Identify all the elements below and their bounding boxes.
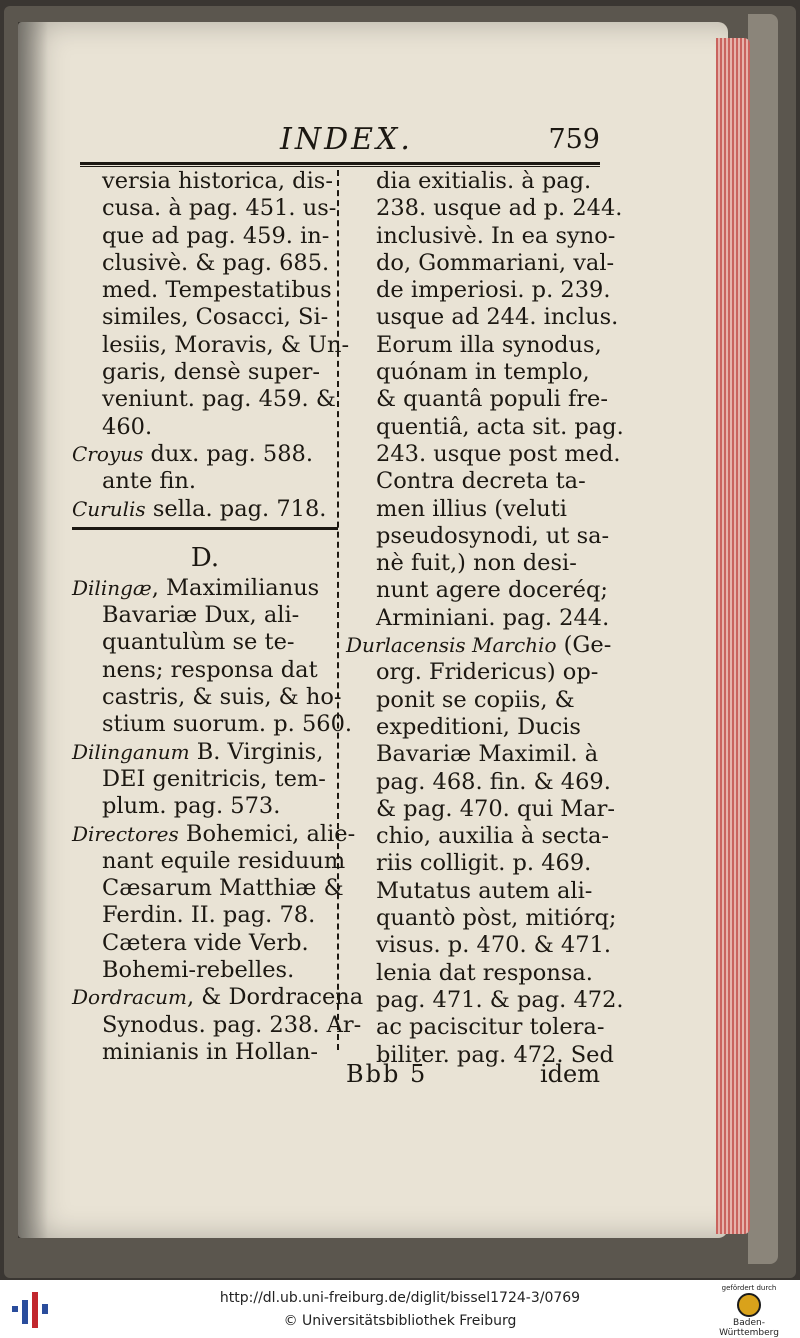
index-line [72,496,338,523]
index-headword: Curulis [72,496,146,521]
index-line [346,687,606,714]
index-text: Bohemici, alie- [178,820,356,847]
index-line [72,575,338,602]
index-text: Synodus. pag. 238. Ar- [102,1011,362,1038]
index-line [346,878,606,905]
index-text: veniunt. pag. 459. & [102,386,336,413]
index-line [346,496,606,523]
index-line [72,739,338,766]
index-line [346,277,611,304]
index-line [72,629,338,656]
index-text: usque ad 244. inclus. [376,304,619,331]
index-line [346,222,616,250]
index-headword: Directores [72,821,179,846]
index-line [72,602,338,629]
index-line [346,577,606,604]
index-line [346,522,610,550]
index-line [346,168,606,195]
index-line [346,632,612,659]
viewer-footer [0,1280,800,1338]
index-line [72,766,338,793]
index-text: Contra decreta ta- [376,468,586,495]
index-text: nè fuit,) non desi- [376,550,577,577]
index-text: pag. 468. fin. & 469. [376,768,611,795]
index-line [346,823,609,850]
index-text: Bavariæ Dux, ali- [102,602,300,629]
page-gutter-shadow [18,22,48,1238]
index-line [72,331,350,359]
sponsor-caption: gefördert durch [721,1284,777,1292]
copyright-text: © Universitätsbibliothek Freiburg [283,1313,517,1329]
index-text: inclusivè. In ea syno- [376,222,616,249]
index-line [72,793,338,820]
index-text: Bohemi-rebelles. [102,957,295,984]
catchword: idem [540,1060,600,1088]
index-text: Mutatus autem ali- [376,877,593,904]
index-text: garis, densè super- [102,359,320,386]
index-text: lesiis, Moravis, & Un- [102,331,350,358]
index-line [346,195,623,222]
index-line [72,195,338,222]
index-text: 460. [102,413,153,440]
index-line [346,932,612,959]
index-line [72,930,338,957]
index-text: sella. pag. 718. [145,495,327,522]
index-text: visus. p. 470. & 471. [376,932,612,959]
page-number: 759 [548,124,600,155]
index-line [72,984,364,1011]
index-line [72,223,338,250]
index-line [346,468,606,495]
index-text: 238. usque ad p. 244. [376,195,623,222]
index-text: clusivè. & pag. 685. [102,249,330,276]
index-line [346,714,606,741]
index-text: do, Gommariani, val- [376,249,615,276]
index-line [346,850,606,877]
index-text: quónam in templo, [376,359,590,386]
index-line [346,386,606,413]
index-line [72,359,338,386]
index-text: quantulùm se te- [102,629,295,656]
index-text: chio, auxilia à secta- [376,823,609,850]
index-line [72,657,338,684]
index-text: Arminiani. pag. 244. [376,604,610,631]
index-line [346,550,606,577]
index-line [346,440,621,468]
index-headword: Durlacensis Marchio [346,633,557,658]
sponsor-logo [712,1284,786,1338]
index-text: DEI genitricis, tem- [102,765,326,792]
index-line [346,986,624,1014]
index-line [72,711,353,738]
signature-mark: Bbb 5 [346,1060,428,1088]
index-text: pseudosynodi, ut sa- [376,522,610,549]
index-text: 243. usque post med. [376,440,621,467]
index-text: similes, Cosacci, Si- [102,304,329,331]
index-text: & quantâ populi fre- [376,386,608,413]
index-text: ac paciscitur tolera- [376,1014,605,1041]
index-line [346,359,606,386]
index-text: B. Virginis, [189,738,324,765]
index-line [346,304,619,331]
index-line [72,168,338,195]
index-text: Cætera vide Verb. [102,929,309,956]
right-column [346,168,624,1069]
index-text: (Ge- [556,632,612,659]
index-text: ponit se copiis, & [376,686,575,713]
index-text: riis colligit. p. 469. [376,850,592,877]
index-text: nens; responsa dat [102,656,318,683]
page-url-link[interactable]: http://dl.ub.uni-freiburg.de/diglit/bissel1724-3/0769 [219,1290,581,1306]
section-rule [72,523,338,535]
index-text: biliter. pag. 472. Sed [376,1041,614,1068]
index-text: Bavariæ Maximil. à [376,741,599,768]
index-text: Cæsarum Matthiæ & [102,875,344,902]
index-line [346,960,606,987]
index-line [346,741,606,768]
page-header [80,118,600,158]
index-line [72,684,342,711]
index-text: quentiâ, acta sit. pag. [376,413,624,440]
index-line [72,414,338,441]
index-text: Ferdin. II. pag. 78. [102,902,316,929]
index-line [72,468,338,495]
index-text: castris, & suis, & ho- [102,684,342,711]
index-line [72,304,338,331]
index-line [72,1039,338,1066]
index-headword: Croyus [72,441,144,466]
index-text: & pag. 470. qui Mar- [376,795,616,822]
index-text: ante fin. [102,468,197,495]
index-line [346,1014,606,1041]
index-line [346,604,610,632]
index-text: minianis in Hollan- [102,1038,318,1065]
index-text: med. Tempestatibus [102,277,332,304]
index-line [72,847,346,875]
index-text: plum. pag. 573. [102,793,281,820]
index-line [72,875,344,902]
index-text: nunt agere doceréq; [376,577,608,604]
column-divider [337,170,339,1050]
index-text: de imperiosi. p. 239. [376,277,611,304]
index-line [346,332,606,359]
index-line [72,957,338,984]
index-text: pag. 471. & pag. 472. [376,986,624,1013]
running-title: INDEX. [280,122,413,157]
index-text: lenia dat responsa. [376,959,593,986]
header-rule-thin [80,166,600,167]
section-letter: D. [190,542,220,573]
index-line [72,386,338,413]
index-text: dux. pag. 588. [143,440,314,467]
index-text: nant equile residuum [102,847,346,874]
index-text: versia historica, dis- [102,168,333,194]
index-line [346,795,616,823]
index-line [72,820,356,848]
index-line [72,902,338,929]
sponsor-name: Baden-Württemberg [719,1318,779,1338]
state-seal-icon [737,1293,761,1317]
index-line [72,277,338,304]
index-line [72,250,338,277]
index-line [346,249,615,277]
header-rule [80,162,600,165]
index-line [72,1011,362,1039]
index-text: quantò pòst, mitiórq; [376,905,617,932]
red-page-edges [716,38,750,1234]
index-line [346,659,606,686]
index-text: Eorum illa synodus, [376,331,602,358]
index-line [346,768,611,796]
index-line [346,905,617,932]
index-headword: Dilinganum [72,739,190,764]
index-text: dia exitialis. à pag. [376,168,592,194]
index-text: que ad pag. 459. in- [102,222,330,249]
index-headword: Dordracum [72,985,187,1010]
index-text: cusa. à pag. 451. us- [102,195,337,222]
index-text: , Maximilianus [151,574,320,601]
index-text: expeditioni, Ducis [376,713,581,740]
index-text: org. Fridericus) op- [376,659,599,686]
index-line [72,441,338,468]
left-column [72,168,364,1066]
index-text: , & Dordracena [186,984,364,1011]
index-text: men illius (veluti [376,495,567,522]
index-line [346,413,624,441]
index-headword: Dilingæ [72,575,152,600]
index-text: stium suorum. p. 560. [102,711,353,738]
book-back-edge [748,14,778,1264]
